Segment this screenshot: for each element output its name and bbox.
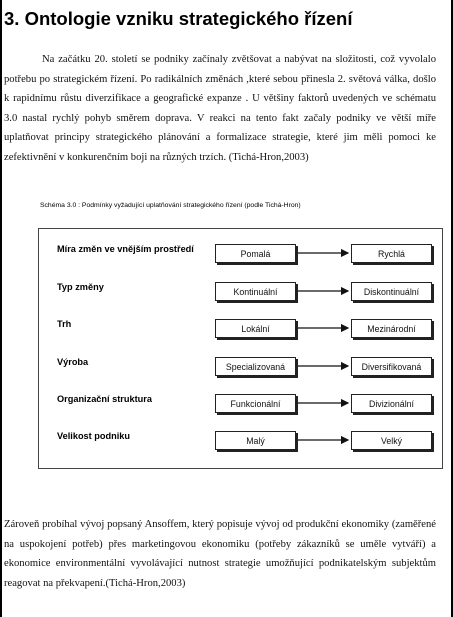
paragraph-2: Zároveň probíhal vývoj popsaný Ansoffem, který popisuje vývoj od produkční ekonomiky (zaměřené na uspokojení potřeb) přes marketingovou ekonomiku (potřeby zákazníků se uměle vytváří) a ekonomice environmentální vyvolávající nutnost strategie umožňující podnikatelským subjektům reagovat na překvapení.(Tichá-Hron,2003) [4,519,436,589]
box-to-market: Mezinárodní [351,319,432,338]
box-from-change-type: Kontinuální [215,282,296,301]
row-label-environment-change: Míra změn ve vnějším prostředí [57,244,194,254]
box-to-change-type: Diskontinuální [351,282,432,301]
box-from-production: Specializovaná [215,357,296,376]
box-from-environment-change: Pomalá [215,244,296,263]
box-to-environment-change: Rychlá [351,244,432,263]
row-label-company-size: Velikost podniku [57,431,131,441]
section-heading: 3. Ontologie vzniku strategického řízení [4,8,353,29]
figure-caption: Schéma 3.0 : Podmínky vyžadující uplatňování strategického řízení (podle Tichá-Hron) [40,202,301,209]
box-to-org-structure: Divizionální [351,394,432,413]
box-to-company-size: Velký [351,431,432,450]
box-from-company-size: Malý [215,431,296,450]
paragraph-1: Na začátku 20. století se podniky začínaly zvětšovat a nabývat na složitosti, což vyvolalo potřebu po strategickém řízení. Po radikálních změnách ,které sebou přinesla 2. světová válka, došlo k rapidnímu růstu diverzifikace a geografické expanze . U většiny faktorů uvedených ve schématu 3.0 nastal rychlý pohyb směrem doprava. V reakci na tento fakt začaly podniky ve větší míře uplatňovat principy strategického plánování a formalizace strategie, které jim měli pomoci ke zefektivnění v konkurenčním boji na různých trzích. (Tichá-Hron,2003) [4,54,436,163]
left-page-border [0,0,2,617]
row-label-market: Trh [57,319,72,329]
box-to-production: Diversifikovaná [351,357,432,376]
box-from-market: Lokální [215,319,296,338]
row-label-production: Výroba [57,357,89,367]
row-label-change-type: Typ změny [57,282,104,292]
row-label-org-structure: Organizační struktura [57,394,152,404]
box-from-org-structure: Funkcionální [215,394,296,413]
scheme-diagram [38,228,443,469]
